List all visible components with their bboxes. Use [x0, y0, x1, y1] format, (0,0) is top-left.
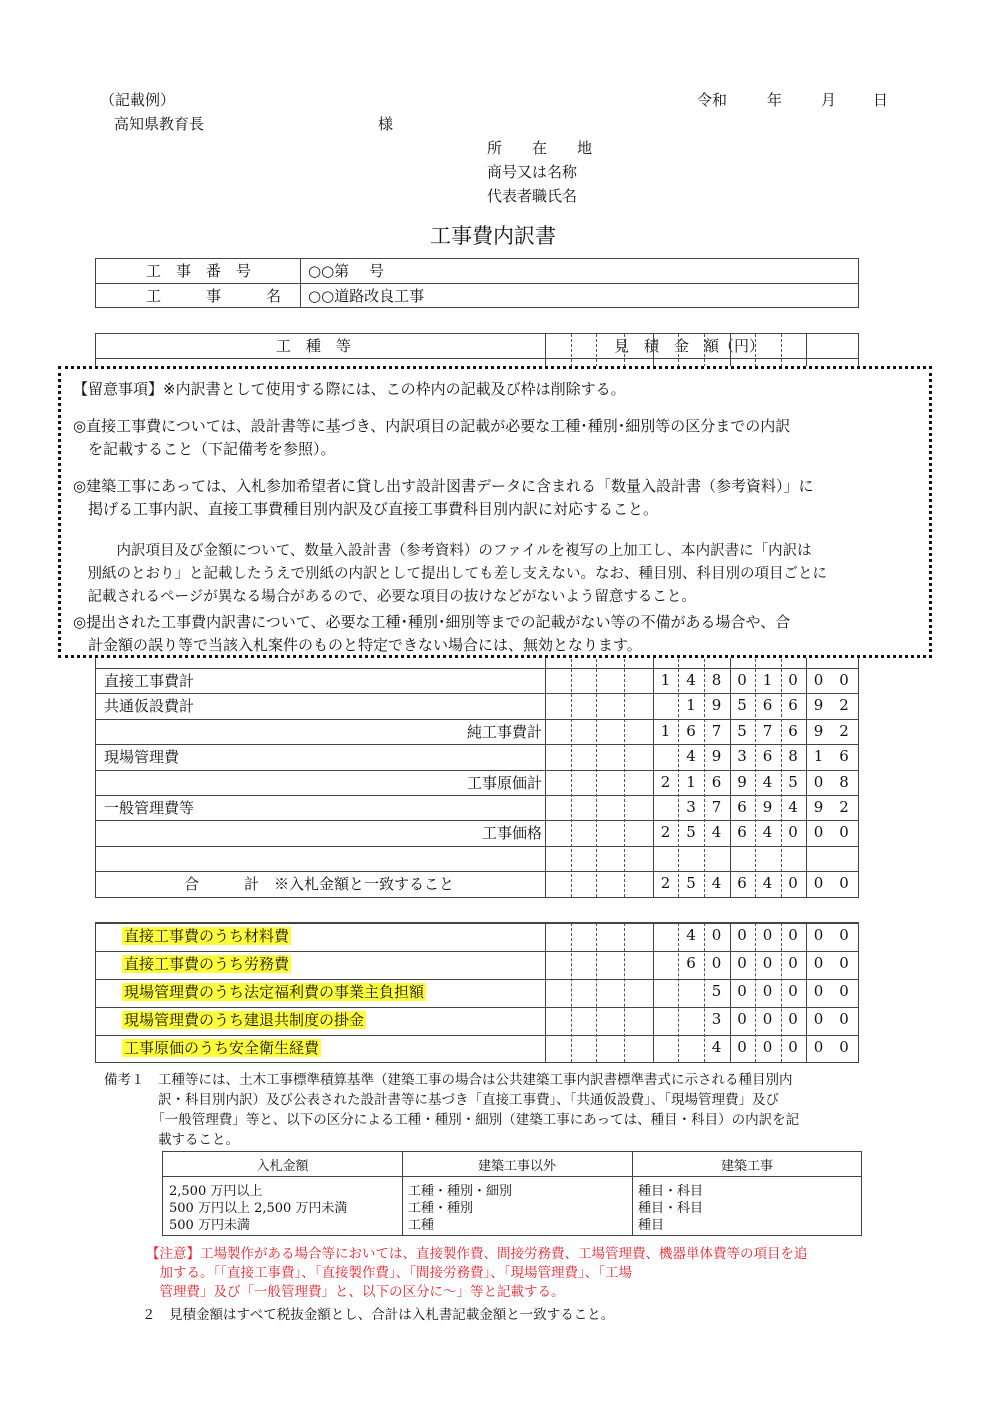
row-label: 工事価格 [481, 824, 542, 843]
amount-digit: 6 [737, 798, 747, 816]
amount-digit: 0 [762, 926, 773, 944]
amount-digit: 7 [762, 721, 773, 740]
amount-digit: 0 [839, 954, 849, 972]
notice-line: 計金額の誤り等で当該入札案件のものと特定できない場合には、無効となります。 [73, 636, 642, 654]
amount-digit: 2 [839, 721, 849, 740]
classification-table [162, 1151, 862, 1236]
amount-digit: 7 [711, 721, 722, 740]
honorific: 様 [378, 115, 394, 133]
date-day: 日 [873, 91, 889, 109]
amount-digit: 0 [711, 954, 722, 972]
amount-digit: 0 [839, 1038, 849, 1056]
amount-digit: 0 [813, 671, 824, 689]
amount-digit: 6 [762, 747, 773, 766]
amount-digit: 3 [737, 747, 747, 766]
amount-digit: 0 [813, 982, 824, 1000]
row-label: 現場管理費のうち法定福利費の事業主負担額 [124, 983, 425, 1001]
representative-label: 代表者職氏名 [487, 187, 578, 205]
amount-digit: 0 [839, 982, 849, 1000]
bid-amount-cell: 500 万円未満 [169, 1218, 250, 1233]
amount-digit: 8 [711, 671, 722, 689]
remark-2: ２ 見積金額はすべて税抜金額とし、合計は入札書記載金額と一致すること。 [142, 1307, 615, 1323]
notice-line: 【留意事項】※内訳書として使用する際には、この枠内の記載及び枠は削除する。 [73, 380, 626, 398]
amount-digit: 4 [711, 823, 722, 842]
amount-digit: 8 [788, 747, 798, 766]
amount-digit: 0 [762, 982, 773, 1000]
example-label: （記載例） [100, 91, 176, 109]
amount-digit: 0 [788, 954, 798, 972]
amount-digit: 4 [711, 874, 722, 893]
non-building-header: 建築工事以外 [477, 1159, 556, 1174]
caution-line: 【注意】工場製作がある場合等においては、直接製作費、間接労務費、工場管理費、機器単体費等の項目を追 [146, 1246, 808, 1262]
amount-digit: 0 [788, 671, 798, 689]
amount-digit: 5 [788, 772, 798, 791]
amount-digit: 5 [686, 823, 696, 842]
amount-digit: 0 [737, 982, 747, 1000]
amount-digit: 9 [711, 747, 722, 766]
amount-digit: 0 [813, 1010, 824, 1028]
address-label: 所 在 地 [487, 139, 593, 157]
work-name-value: ○○道路改良工事 [308, 287, 425, 305]
amount-digit: 0 [813, 926, 824, 944]
amount-digit: 0 [762, 1038, 773, 1056]
non-building-cell: 工種・種別・細別 [408, 1184, 513, 1199]
notice-line: 記載されるページが異なる場合があるので、必要な項目の抜けなどがないよう留意すること。 [73, 589, 696, 605]
amount-digit: 0 [788, 982, 798, 1000]
amount-digit: 1 [660, 671, 671, 689]
remark-1-line: 訳・科目別内訳）及び公表された設計書等に基づき「直接工事費」、「共通仮設費」、「現場管理費」及び [104, 1092, 779, 1108]
notice-frame [58, 366, 932, 658]
amount-digit: 3 [686, 798, 696, 816]
building-cell: 種目・科目 [638, 1201, 704, 1216]
amount-digit: 2 [660, 823, 671, 842]
notice-line: ◎提出された工事費内訳書について、必要な工種･種別･細別等までの記載がない等の不備がある場合や、合 [73, 613, 791, 631]
building-cell: 種目 [638, 1218, 665, 1233]
amount-digit: 9 [762, 798, 773, 816]
row-label: 一般管理費等 [104, 799, 195, 817]
date-month: 月 [821, 91, 837, 109]
amount-digit: 0 [813, 1038, 824, 1056]
remark-1-line: 「一般管理費」等と、以下の区分による工種・種別・細別（建築工事にあっては、種目・科目）の内訳を記 [104, 1112, 800, 1128]
amount-digit: 8 [839, 772, 849, 791]
amount-digit: 5 [711, 982, 722, 1000]
info-table [95, 258, 859, 308]
amount-digit: 1 [686, 772, 696, 791]
row-label: 現場管理費のうち建退共制度の掛金 [124, 1011, 365, 1029]
amount-digit: 0 [839, 671, 849, 689]
amount-digit: 3 [711, 1010, 722, 1028]
caution-line: 管理費」及び「一般管理費」と、以下の区分に〜」等と記載する。 [146, 1284, 565, 1300]
notice-line: 別紙のとおり」と記載したうえで別紙の内訳として提出しても差し支えない。なお、種目別、科目別の項目ごとに [73, 566, 827, 582]
amount-digit: 7 [711, 798, 722, 816]
company-label: 商号又は名称 [487, 163, 578, 181]
amount-digit: 9 [737, 772, 747, 791]
row-label: 現場管理費 [104, 748, 180, 767]
amount-digit: 5 [737, 721, 747, 740]
row-label: 直接工事費のうち労務費 [124, 955, 290, 973]
amount-digit: 0 [788, 1010, 798, 1028]
notice-line: 内訳項目及び金額について、数量入設計書（参考資料）のファイルを複写の上加工し、本内訳書に「内訳は [73, 543, 812, 559]
building-header: 建築工事 [720, 1159, 773, 1174]
amount-digit: 4 [711, 1038, 722, 1056]
amount-digit: 4 [686, 926, 696, 944]
date-year: 年 [767, 91, 783, 109]
amount-digit: 5 [737, 696, 747, 715]
amount-digit: 0 [839, 874, 849, 893]
addressee: 高知県教育長 [114, 115, 205, 133]
amount-digit: 2 [839, 696, 849, 715]
amount-digit: 5 [686, 874, 696, 893]
row-label: 直接工事費計 [104, 672, 195, 690]
amount-digit: 1 [813, 747, 824, 766]
amount-digit: 9 [813, 798, 824, 816]
row-label: 直接工事費のうち材料費 [124, 927, 290, 945]
work-number-value: ○○第 号 [308, 262, 384, 280]
amount-digit: 0 [839, 926, 849, 944]
amount-digit: 6 [686, 954, 696, 972]
amount-digit: 0 [737, 1038, 747, 1056]
amount-digit: 0 [788, 823, 798, 842]
amount-digit: 2 [660, 772, 671, 791]
amount-digit: 0 [813, 823, 824, 842]
amount-digit: 0 [762, 1010, 773, 1028]
amount-digit: 4 [686, 671, 696, 689]
amount-digit: 6 [737, 823, 747, 842]
amount-digit: 4 [686, 747, 696, 766]
date-era: 令和 [697, 91, 728, 109]
notice-line: ◎建築工事にあっては、入札参加希望者に貸し出す設計図書データに含まれる「数量入設計書（参考資料）」に [73, 477, 814, 495]
amount-digit: 6 [788, 721, 798, 740]
caution-line: 加する。「「直接工事費」、「直接製作費」、「間接労務費」、「現場管理費」、「工場 [146, 1265, 632, 1281]
amount-digit: 1 [762, 671, 773, 689]
amount-digit: 1 [686, 696, 696, 715]
amount-digit: 4 [762, 823, 773, 842]
amount-digit: 4 [762, 772, 773, 791]
page-title: 工事費内訳書 [430, 224, 556, 248]
amount-digit: 9 [813, 696, 824, 715]
amount-digit: 2 [839, 798, 849, 816]
notice-line: 掲げる工事内訳、直接工事費種目別内訳及び直接工事費科目別内訳に対応すること。 [73, 500, 659, 518]
amount-digit: 0 [737, 1010, 747, 1028]
work-number-label: 工 事 番 号 [146, 262, 252, 280]
row-label: 共通仮設費計 [104, 697, 195, 716]
amount-digit: 2 [660, 874, 671, 893]
amount-digit: 0 [737, 671, 747, 689]
bid-amount-header: 入札金額 [256, 1159, 309, 1174]
amount-digit: 0 [813, 874, 824, 893]
amount-digit: 0 [788, 1038, 798, 1056]
amount-digit: 1 [660, 721, 671, 740]
building-cell: 種目・科目 [638, 1184, 704, 1199]
notice-line: ◎直接工事費については、設計書等に基づき、内訳項目の記載が必要な工種･種別･細別等の区分までの内訳 [73, 417, 791, 435]
notice-line: を記載すること（下記備考を参照）。 [73, 440, 336, 458]
amount-digit: 0 [839, 823, 849, 842]
estimate-amount-header: 見 積 金 額（円） [614, 337, 765, 355]
cost-subtotal-table [95, 922, 859, 1063]
amount-digit: 0 [737, 926, 747, 944]
amount-digit: 6 [788, 696, 798, 715]
amount-digit: 6 [711, 772, 722, 791]
amount-digit: 0 [788, 874, 798, 893]
amount-digit: 0 [813, 772, 824, 791]
amount-digit: 9 [711, 696, 722, 715]
amount-digit: 6 [762, 696, 773, 715]
work-type-header: 工 種 等 [276, 337, 352, 355]
amount-digit: 0 [711, 926, 722, 944]
bid-amount-cell: 500 万円以上 2,500 万円未満 [169, 1201, 348, 1216]
row-label: 合 計 ※入札金額と一致すること [184, 875, 455, 894]
amount-digit: 4 [762, 874, 773, 893]
amount-digit: 0 [839, 1010, 849, 1028]
amount-digit: 0 [737, 954, 747, 972]
remark-1-line: 備考１ 工種等には、土木工事標準積算基準（建築工事の場合は公共建築工事内訳書標準書式に示される種目別内 [104, 1072, 793, 1088]
amount-digit: 6 [737, 874, 747, 893]
amount-digit: 0 [762, 954, 773, 972]
non-building-cell: 工種・種別 [408, 1201, 474, 1216]
amount-digit: 0 [813, 954, 824, 972]
amount-digit: 6 [686, 721, 696, 740]
non-building-cell: 工種 [408, 1218, 435, 1233]
amount-digit: 0 [788, 926, 798, 944]
row-label: 純工事費計 [466, 722, 542, 741]
bid-amount-cell: 2,500 万円以上 [169, 1184, 263, 1199]
amount-digit: 9 [813, 721, 824, 740]
remark-1-line: 載すること。 [104, 1132, 239, 1148]
row-label: 工事原価のうち安全衛生経費 [124, 1039, 320, 1057]
row-label: 工事原価計 [466, 773, 542, 792]
amount-digit: 4 [788, 798, 798, 816]
work-name-label: 工 事 名 [146, 287, 282, 305]
amount-digit: 6 [839, 747, 849, 766]
